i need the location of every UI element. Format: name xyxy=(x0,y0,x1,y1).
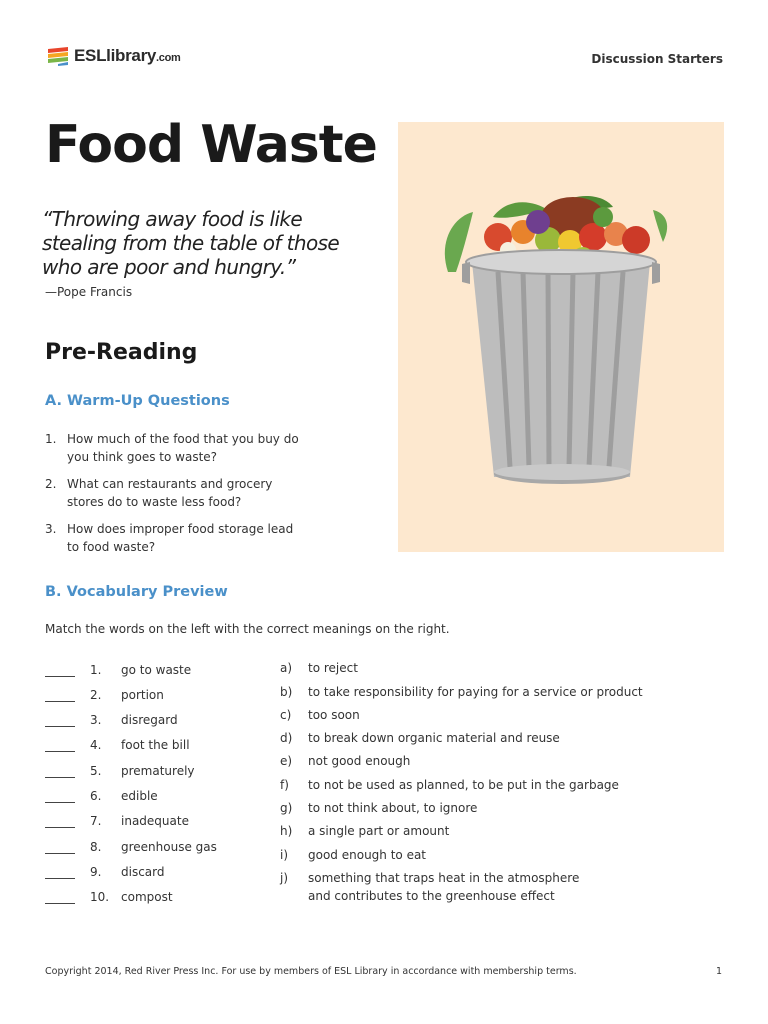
answer-blank[interactable] xyxy=(45,687,75,702)
answer-blank[interactable] xyxy=(45,712,75,727)
vocab-word-row: 3. disregard xyxy=(45,709,178,727)
quote-attribution: —Pope Francis xyxy=(45,285,133,299)
stacked-books-logo-icon xyxy=(46,45,70,67)
meaning-row: b) to take responsibility for paying for a service or product xyxy=(280,685,643,699)
vocab-word-row: 10. compost xyxy=(45,886,173,904)
copyright-footer: Copyright 2014, Red River Press Inc. For use by members of ESL Library in accordance with membership terms. xyxy=(45,966,577,977)
vocab-word-row: 8. greenhouse gas xyxy=(45,836,217,854)
vocab-word-row: 5. prematurely xyxy=(45,760,195,778)
warmup-question: 3. How does improper food storage lead to food waste? xyxy=(45,522,294,554)
meaning-row: e) not good enough xyxy=(280,754,411,768)
logo-text: ESLlibrary.com xyxy=(74,46,181,65)
vocab-word-row: 4. foot the bill xyxy=(45,734,190,752)
answer-blank[interactable] xyxy=(45,889,75,904)
warmup-heading: A. Warm-Up Questions xyxy=(45,393,230,409)
vocab-word-row: 6. edible xyxy=(45,785,158,803)
series-label: Discussion Starters xyxy=(591,52,723,66)
answer-blank[interactable] xyxy=(45,864,75,879)
page-title: Food Waste xyxy=(45,115,377,175)
answer-blank[interactable] xyxy=(45,813,75,828)
vocab-instructions: Match the words on the left with the correct meanings on the right. xyxy=(45,622,450,636)
warmup-question: 1. How much of the food that you buy do you think goes to waste? xyxy=(45,432,299,464)
meaning-row: c) too soon xyxy=(280,708,360,722)
meaning-row: g) to not think about, to ignore xyxy=(280,801,478,815)
meaning-row: d) to break down organic material and reuse xyxy=(280,731,560,745)
quote-text: “Throwing away food is like stealing from the table of those who are poor and hungry.” xyxy=(42,207,340,279)
pre-reading-heading: Pre-Reading xyxy=(45,340,198,365)
meaning-row: i) good enough to eat xyxy=(280,848,427,862)
trash-can-with-vegetables-icon xyxy=(398,122,724,552)
answer-blank[interactable] xyxy=(45,737,75,752)
eslibrary-logo xyxy=(46,45,181,67)
vocab-word-row: 9. discard xyxy=(45,861,165,879)
illustration-panel xyxy=(398,122,724,552)
vocab-word-row: 1. go to waste xyxy=(45,659,191,677)
vocab-word-row: 7. inadequate xyxy=(45,810,189,828)
meaning-row: a) to reject xyxy=(280,661,358,675)
warmup-question-list xyxy=(45,430,305,565)
answer-blank[interactable] xyxy=(45,839,75,854)
meaning-row: h) a single part or amount xyxy=(280,824,450,838)
warmup-question: 2. What can restaurants and grocery stores do to waste less food? xyxy=(45,477,273,509)
vocab-heading: B. Vocabulary Preview xyxy=(45,584,228,600)
page-number: 1 xyxy=(715,966,722,977)
answer-blank[interactable] xyxy=(45,763,75,778)
answer-blank[interactable] xyxy=(45,788,75,803)
vocab-word-row: 2. portion xyxy=(45,684,164,702)
meaning-row: j) something that traps heat in the atmosphere and contributes to the greenhouse effect xyxy=(280,871,580,903)
meaning-row: f) to not be used as planned, to be put in the garbage xyxy=(280,778,619,792)
answer-blank[interactable] xyxy=(45,662,75,677)
